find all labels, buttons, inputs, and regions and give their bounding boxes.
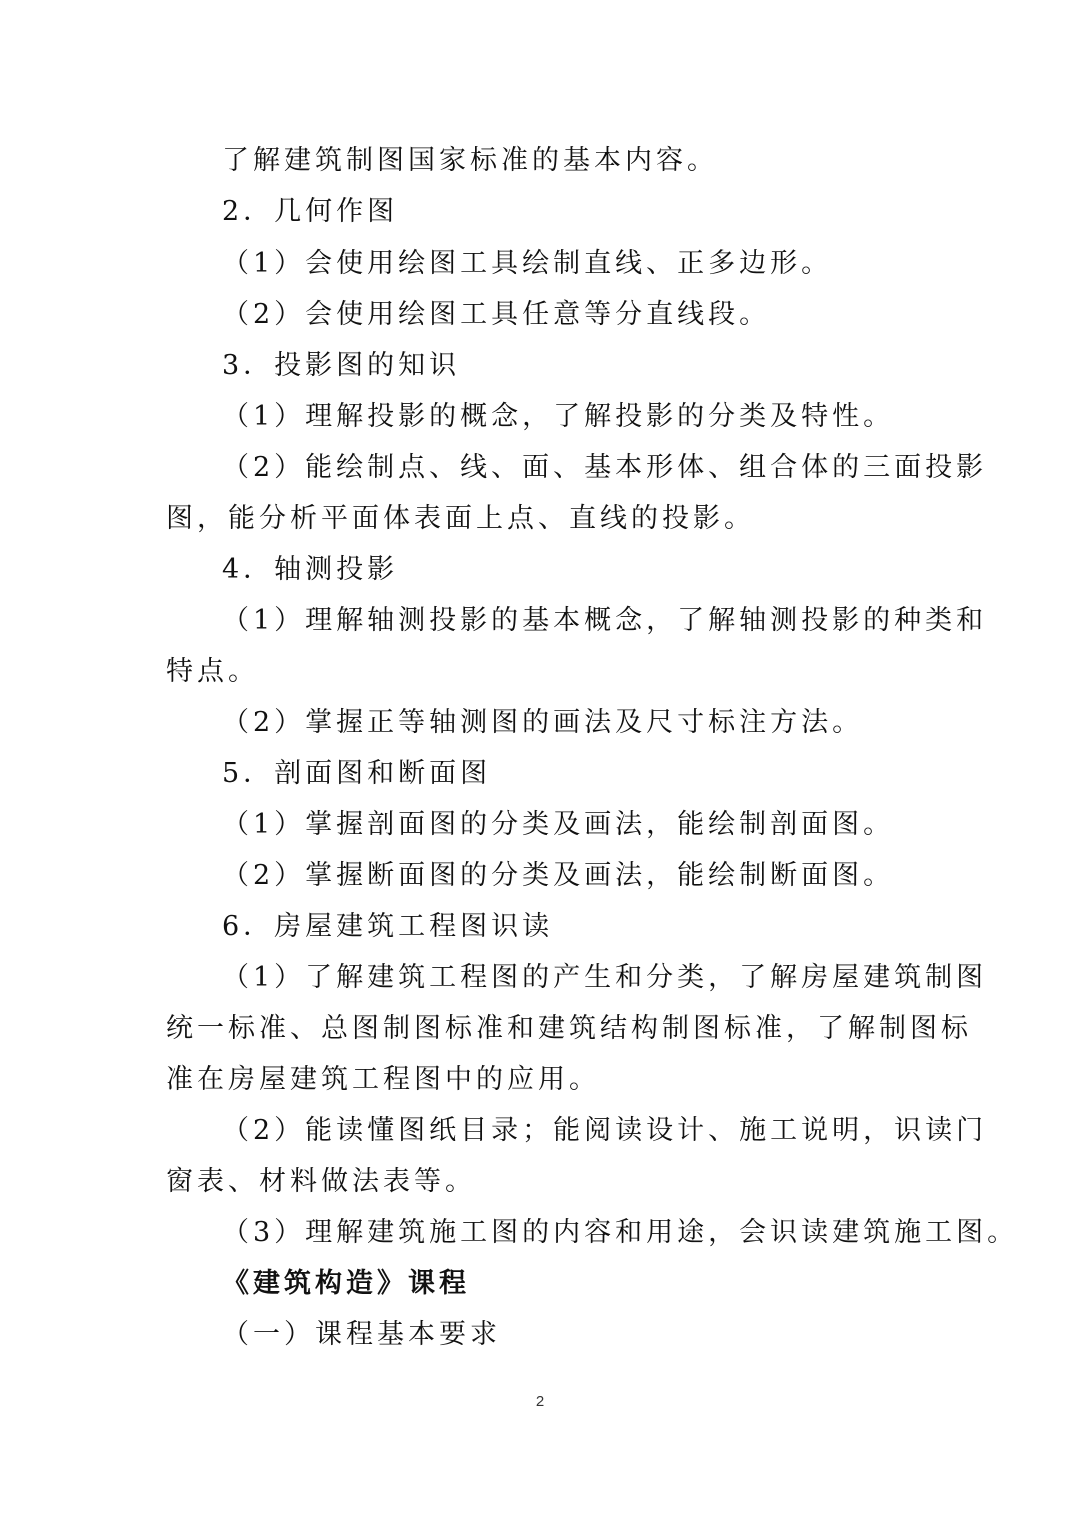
list-item: （1）会使用绘图工具绘制直线、正多边形。 [222, 248, 833, 279]
text-line: 图，能分析平面体表面上点、直线的投影。 [166, 503, 755, 534]
list-item: （2）掌握正等轴测图的画法及尺寸标注方法。 [222, 707, 864, 738]
text-line: 统一标准、总图制图标准和建筑结构制图标准，了解制图标 [166, 1013, 972, 1044]
list-item: （1）理解投影的概念，了解投影的分类及特性。 [222, 401, 895, 432]
section-heading: 4．轴测投影 [222, 554, 399, 585]
section-heading: 6．房屋建筑工程图识读 [222, 911, 554, 942]
page-number: 2 [535, 1393, 545, 1410]
list-item: （2）能读懂图纸目录；能阅读设计、施工说明，识读门 [222, 1115, 988, 1146]
list-item: （2）掌握断面图的分类及画法，能绘制断面图。 [222, 860, 895, 891]
section-heading: 3．投影图的知识 [222, 350, 461, 381]
list-item: （1）了解建筑工程图的产生和分类，了解房屋建筑制图 [222, 962, 988, 993]
section-heading: 2．几何作图 [222, 196, 399, 227]
list-item: （3）理解建筑施工图的内容和用途，会识读建筑施工图。 [222, 1217, 1019, 1248]
subsection-heading: （一）课程基本要求 [222, 1319, 501, 1350]
list-item: （1）掌握剖面图的分类及画法，能绘制剖面图。 [222, 809, 895, 840]
text-line: 特点。 [166, 656, 259, 687]
text-line: 准在房屋建筑工程图中的应用。 [166, 1064, 600, 1095]
text-line: 窗表、材料做法表等。 [166, 1166, 476, 1197]
list-item: （2）能绘制点、线、面、基本形体、组合体的三面投影 [222, 452, 988, 483]
course-title: 《建筑构造》课程 [222, 1268, 470, 1299]
text-line: 了解建筑制图国家标准的基本内容。 [222, 145, 718, 176]
list-item: （2）会使用绘图工具任意等分直线段。 [222, 299, 771, 330]
list-item: （1）理解轴测投影的基本概念，了解轴测投影的种类和 [222, 605, 988, 636]
section-heading: 5．剖面图和断面图 [222, 758, 492, 789]
